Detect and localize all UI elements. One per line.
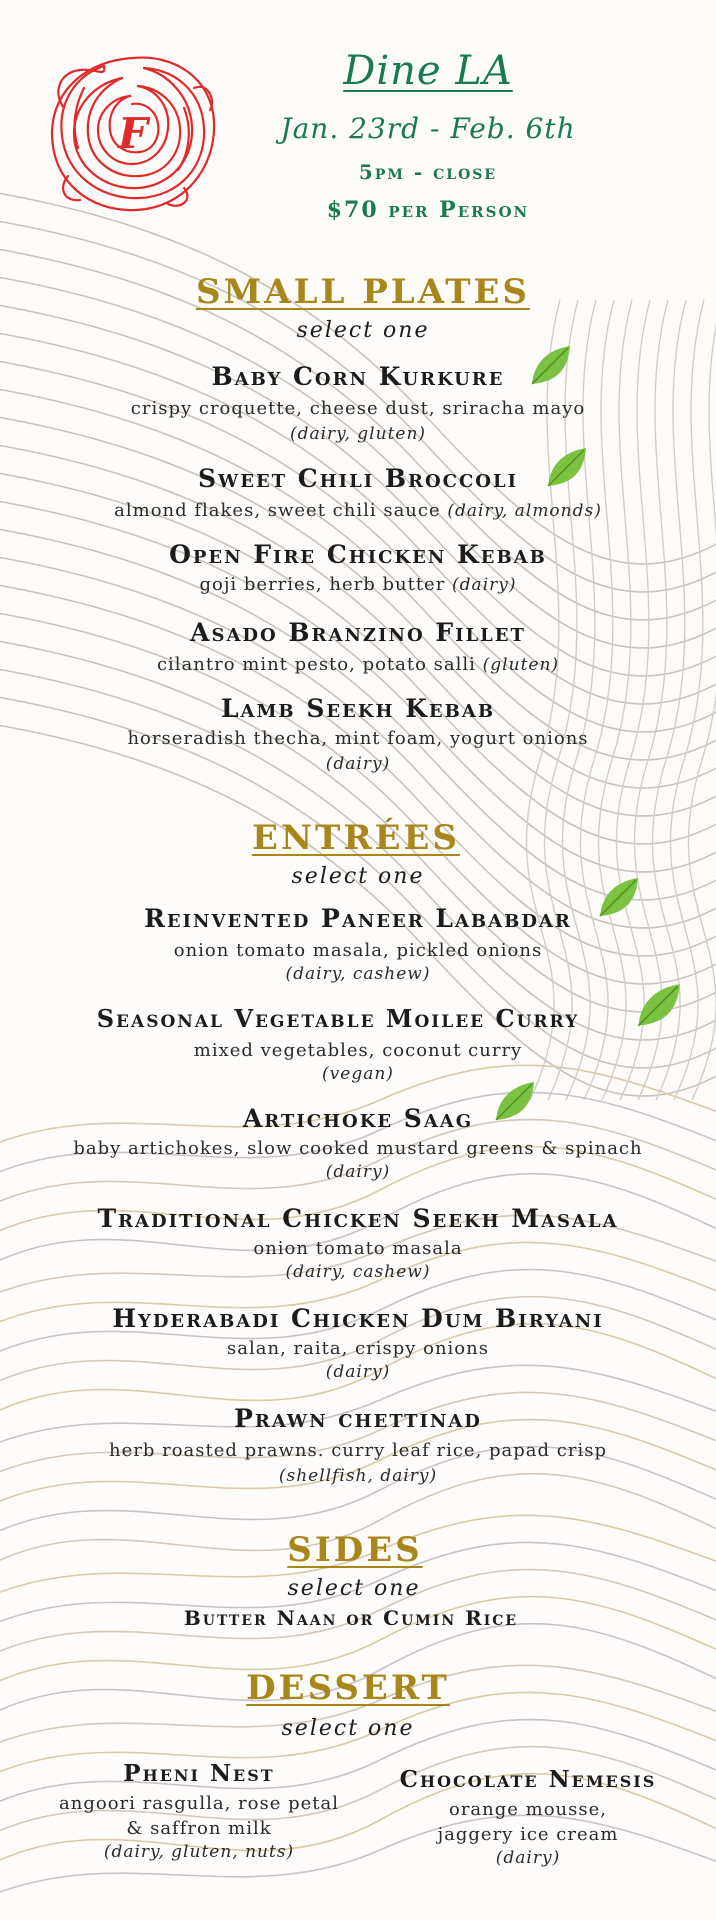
dish-allergens: (dairy, almonds) [447, 501, 602, 521]
dish-allergens: (dairy) [325, 1362, 391, 1382]
dish-description: almond flakes, sweet chili sauce [114, 500, 441, 521]
dessert-item [34, 1760, 364, 1863]
leaf-icon [634, 982, 682, 1030]
dish-description: & saffron milk [126, 1818, 272, 1839]
dish-description: herb roasted prawns. curry leaf rice, papad crisp [109, 1440, 607, 1461]
entrees-subtitle: select one [291, 864, 425, 889]
dish-allergens: (dairy) [325, 754, 391, 774]
small-plates-title: SMALL PLATES [196, 272, 530, 312]
dish-allergens: (dairy, cashew) [285, 1262, 431, 1282]
dish-description: orange mousse, [448, 1799, 607, 1820]
dish-description: cilantro mint pesto, potato salli [156, 654, 476, 675]
leaf-icon [544, 446, 588, 490]
dish-description-row [0, 574, 716, 595]
leaf-icon [492, 1080, 536, 1124]
logo-letter: F [118, 109, 148, 158]
dish-description: goji berries, herb butter [199, 574, 446, 595]
rose-logo-icon [44, 48, 222, 216]
dish-name: Hyderabadi Chicken Dum Biryani [112, 1304, 604, 1333]
sides-title: SIDES [287, 1530, 423, 1570]
dish-name: Open Fire Chicken Kebab [169, 540, 547, 569]
dessert-item [368, 1766, 688, 1869]
dish-allergens: (shellfish, dairy) [278, 1466, 438, 1486]
dish-name: Baby Corn Kurkure [211, 362, 505, 391]
event-title: Dine LA [343, 48, 513, 94]
dish-description: jaggery ice cream [437, 1824, 619, 1845]
dish-description: angoori rasgulla, rose petal [59, 1793, 339, 1814]
dish-description: horseradish thecha, mint foam, yogurt onions [127, 728, 589, 749]
leaf-icon [528, 344, 572, 388]
dish-name: Reinvented Paneer Lababdar [144, 904, 572, 933]
dish-name: Pheni Nest [123, 1760, 275, 1787]
dish-name: Lamb Seekh Kebab [220, 694, 496, 723]
dish-description: onion tomato masala [253, 1238, 463, 1259]
dish-description: onion tomato masala, pickled onions [173, 940, 543, 961]
sides-options: Butter Naan or Cumin Rice [183, 1606, 519, 1630]
dish-allergens: (dairy, gluten) [289, 424, 427, 444]
dish-description-row [0, 654, 716, 675]
dish-allergens: (dairy) [495, 1848, 561, 1868]
dish-name: Sweet Chili Broccoli [197, 464, 519, 493]
dish-description-row [0, 500, 716, 521]
dish-name: Prawn chettinad [234, 1404, 482, 1433]
sides-subtitle: select one [287, 1576, 421, 1601]
dish-allergens: (dairy) [452, 575, 517, 595]
dish-name: Chocolate Nemesis [399, 1766, 657, 1793]
dish-allergens: (gluten) [482, 655, 560, 675]
event-price: $70 per Person [326, 197, 530, 223]
event-hours: 5pm - close [358, 160, 498, 184]
dish-name: Traditional Chicken Seekh Masala [97, 1204, 619, 1233]
dish-description: mixed vegetables, coconut curry [193, 1040, 523, 1061]
dish-allergens: (vegan) [322, 1064, 394, 1084]
small-plates-subtitle: select one [296, 318, 430, 343]
dish-name: Artichoke Saag [242, 1104, 474, 1133]
dish-allergens: (dairy, gluten, nuts) [103, 1842, 295, 1862]
dish-name: Asado Branzino Fillet [190, 618, 526, 647]
entrees-title: ENTRÉES [252, 818, 460, 858]
dessert-subtitle: select one [281, 1716, 415, 1741]
event-dates: Jan. 23rd - Feb. 6th [280, 112, 576, 145]
dessert-title: DESSERT [246, 1668, 450, 1708]
dish-name: Seasonal Vegetable Moilee Curry [96, 1004, 580, 1033]
dish-allergens: (dairy, cashew) [285, 964, 431, 984]
dish-allergens: (dairy) [325, 1162, 391, 1182]
leaf-icon [596, 876, 640, 920]
dish-description: baby artichokes, slow cooked mustard greens & spinach [73, 1138, 643, 1159]
dish-description: salan, raita, crispy onions [227, 1338, 489, 1359]
dish-description: crispy croquette, cheese dust, sriracha mayo [130, 398, 586, 419]
